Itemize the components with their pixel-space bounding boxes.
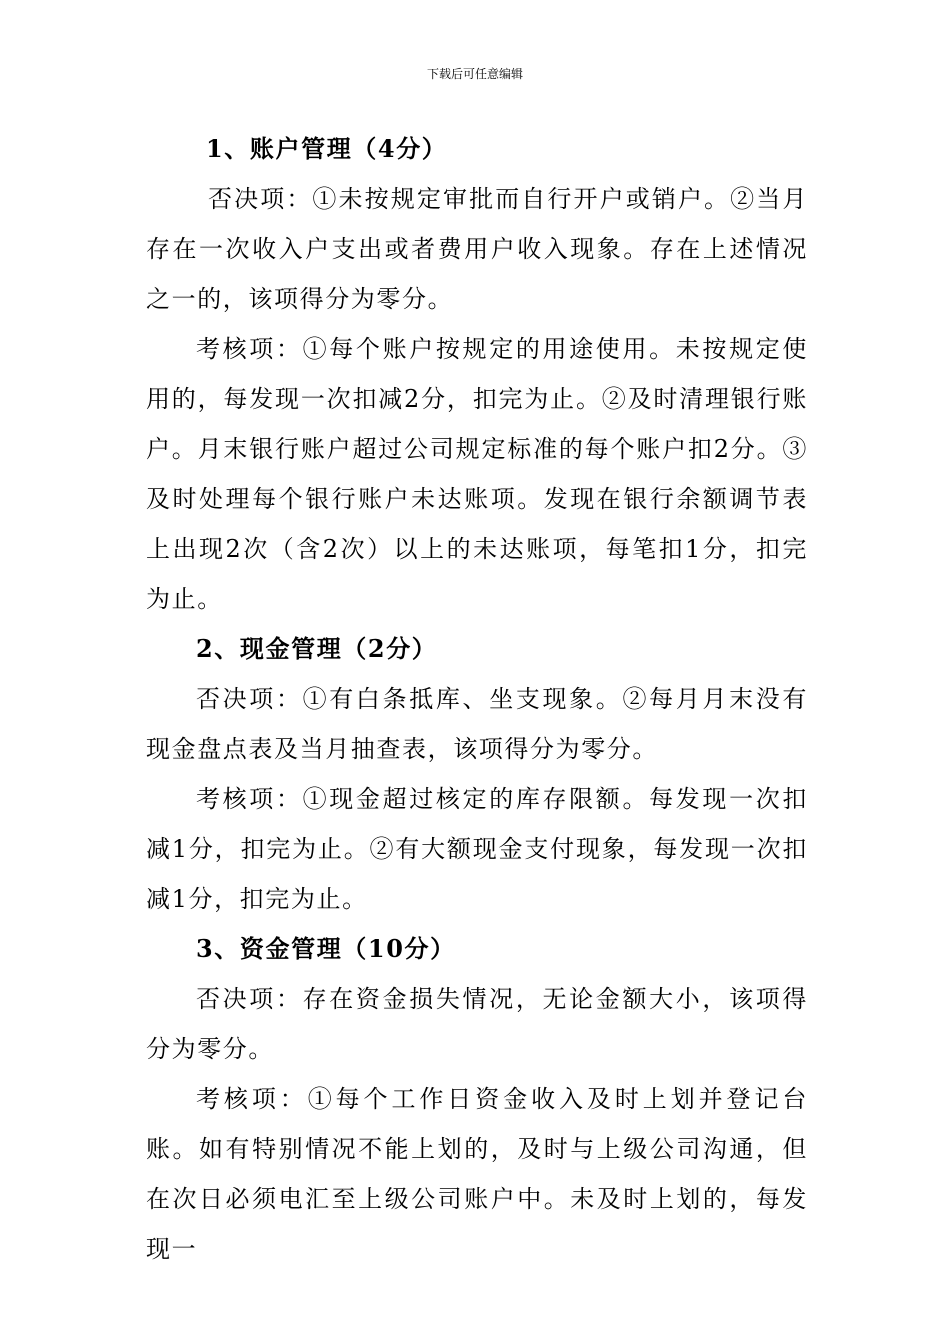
section-account-veto: 否决项：①未按规定审批而自行开户或销户。②当月存在一次收入户支出或者费用户收入现象。存在上述情况之一的，该项得分为零分。 <box>146 185 808 313</box>
section-cash-veto: 否决项：①有白条抵库、坐支现象。②每月月末没有现金盘点表及当月抽查表，该项得分为零分。 <box>146 685 808 763</box>
section-heading-account: 1、账户管理（4分） <box>206 134 448 163</box>
section-account-assessment: 考核项：①每个账户按规定的用途使用。未按规定使用的，每发现一次扣减2分，扣完为止。②及时清理银行账户。月末银行账户超过公司规定标准的每个账户扣2分。③及时处理每个银行账户未达账项。发现在银行余额调节表上出现2次（含2次）以上的未达账项，每笔扣1分，扣完为止。 <box>146 335 808 613</box>
section-funds-assessment: 考核项：①每个工作日资金收入及时上划并登记台账。如有特别情况不能上划的，及时与上级公司沟通，但在次日必须电汇至上级公司账户中。未及时上划的，每发现一 <box>146 1085 808 1263</box>
section-heading-funds: 3、资金管理（10分） <box>196 934 456 963</box>
section-heading-cash: 2、现金管理（2分） <box>196 634 438 663</box>
section-cash-assessment: 考核项：①现金超过核定的库存限额。每发现一次扣减1分，扣完为止。②有大额现金支付现象，每发现一次扣减1分，扣完为止。 <box>146 785 808 913</box>
section-funds-veto: 否决项：存在资金损失情况，无论金额大小，该项得分为零分。 <box>146 985 808 1063</box>
page-header: 下载后可任意编辑 <box>426 67 523 81</box>
document-body <box>146 124 808 1274</box>
